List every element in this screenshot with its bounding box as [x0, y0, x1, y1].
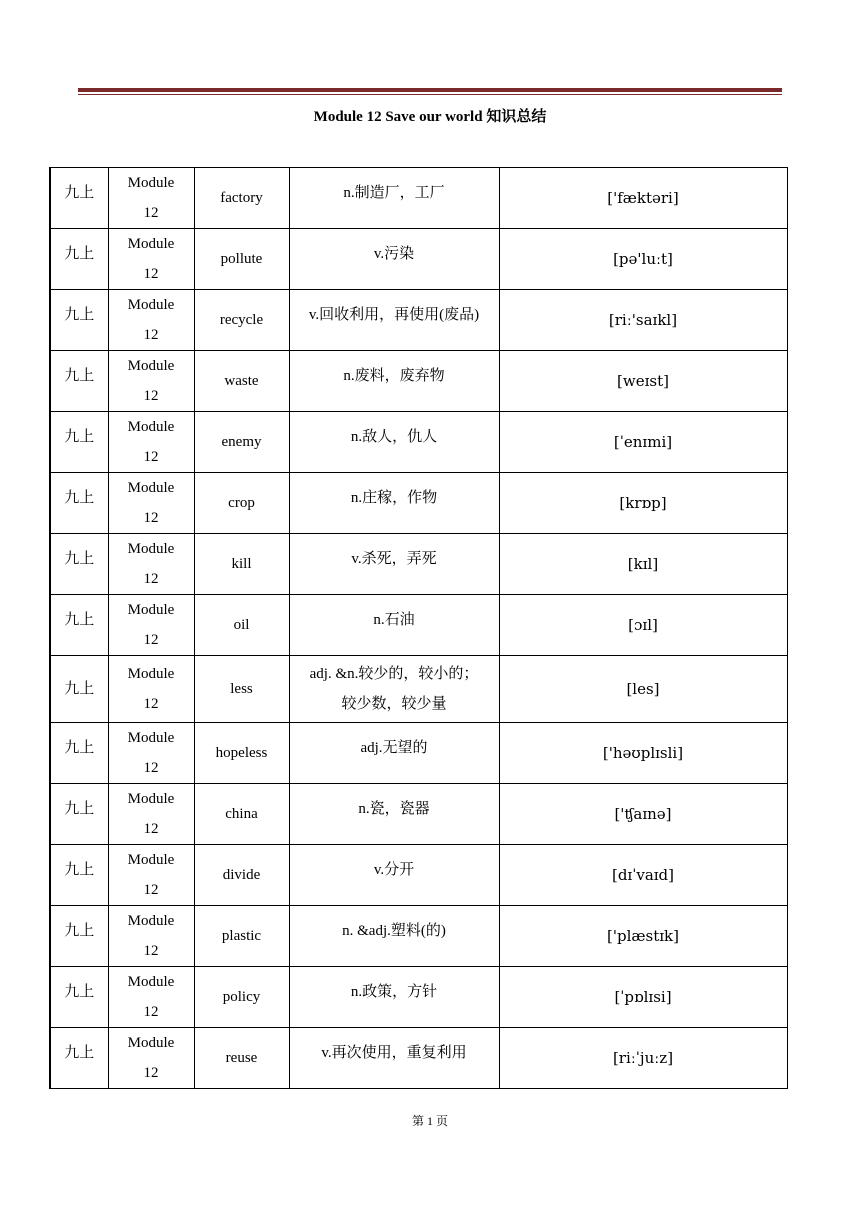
module-line: Module [127, 666, 175, 682]
meaning-cell [289, 656, 499, 723]
grade-cell: 九上 [50, 967, 108, 1028]
meaning-line: 较少数，较少量 [341, 696, 447, 712]
module-cell [108, 784, 194, 845]
meaning-line: adj. &n.较少的，较小的； [309, 666, 479, 682]
table-row [50, 1028, 787, 1089]
phonetic-cell: [krɒp] [499, 473, 787, 534]
table-row [50, 351, 787, 412]
meaning-cell: n.废料，废弃物 [289, 351, 499, 412]
module-line: 12 [143, 327, 159, 343]
phonetic-cell: [pə'luːt] [499, 229, 787, 290]
header-rule-thin [78, 94, 782, 95]
module-cell [108, 845, 194, 906]
table-row [50, 473, 787, 534]
phonetic-cell: ['fæktəri] [499, 168, 787, 229]
table-row [50, 229, 787, 290]
module-line: Module [127, 791, 175, 807]
table-row [50, 967, 787, 1028]
table-row [50, 168, 787, 229]
module-cell [108, 290, 194, 351]
module-line: Module [127, 974, 175, 990]
word-cell: oil [194, 595, 289, 656]
meaning-cell: n.石油 [289, 595, 499, 656]
word-cell: plastic [194, 906, 289, 967]
module-cell [108, 534, 194, 595]
module-cell [108, 967, 194, 1028]
table-row [50, 412, 787, 473]
word-cell: factory [194, 168, 289, 229]
module-line: Module [127, 480, 175, 496]
module-line: 12 [143, 266, 159, 282]
table-row [50, 290, 787, 351]
header-rule [78, 88, 782, 95]
table-row [50, 784, 787, 845]
meaning-cell: v.污染 [289, 229, 499, 290]
module-line: 12 [143, 821, 159, 837]
page-number: 第 1 页 [411, 1114, 448, 1128]
meaning-cell: v.分开 [289, 845, 499, 906]
grade-cell: 九上 [50, 723, 108, 784]
module-cell [108, 351, 194, 412]
module-line: 12 [143, 696, 159, 712]
module-line: Module [127, 602, 175, 618]
table-row [50, 845, 787, 906]
word-cell: reuse [194, 1028, 289, 1089]
meaning-cell: n.庄稼，作物 [289, 473, 499, 534]
module-line: 12 [143, 1004, 159, 1020]
module-cell [108, 473, 194, 534]
phonetic-cell: [riː'saɪkl] [499, 290, 787, 351]
module-cell [108, 229, 194, 290]
module-line: Module [127, 175, 175, 191]
meaning-cell: v.杀死，弄死 [289, 534, 499, 595]
phonetic-cell: ['həʊplɪsli] [499, 723, 787, 784]
module-line: 12 [143, 760, 159, 776]
meaning-cell: n.瓷，瓷器 [289, 784, 499, 845]
phonetic-cell: [weɪst] [499, 351, 787, 412]
table-row [50, 534, 787, 595]
module-line: Module [127, 236, 175, 252]
module-line: Module [127, 541, 175, 557]
table-row [50, 656, 787, 723]
word-cell: waste [194, 351, 289, 412]
grade-cell: 九上 [50, 845, 108, 906]
module-cell [108, 906, 194, 967]
word-cell: recycle [194, 290, 289, 351]
grade-cell: 九上 [50, 473, 108, 534]
module-cell [108, 1028, 194, 1089]
module-line: 12 [143, 571, 159, 587]
grade-cell: 九上 [50, 1028, 108, 1089]
module-line: Module [127, 419, 175, 435]
phonetic-cell: [dɪˈvaɪd] [499, 845, 787, 906]
vocabulary-table [49, 167, 788, 1089]
word-cell: china [194, 784, 289, 845]
module-line: 12 [143, 943, 159, 959]
module-line: Module [127, 852, 175, 868]
module-cell [108, 168, 194, 229]
phonetic-cell: [ɔɪl] [499, 595, 787, 656]
grade-cell: 九上 [50, 906, 108, 967]
meaning-cell: v.再次使用，重复利用 [289, 1028, 499, 1089]
word-cell: divide [194, 845, 289, 906]
module-line: 12 [143, 632, 159, 648]
grade-cell: 九上 [50, 656, 108, 723]
module-line: 12 [143, 1065, 159, 1081]
module-line: 12 [143, 449, 159, 465]
module-line: Module [127, 913, 175, 929]
phonetic-cell: ['ʧaɪnə] [499, 784, 787, 845]
grade-cell: 九上 [50, 784, 108, 845]
module-line: Module [127, 730, 175, 746]
page-title: Module 12 Save our world 知识总结 [313, 109, 547, 125]
word-cell: hopeless [194, 723, 289, 784]
meaning-cell: n.敌人，仇人 [289, 412, 499, 473]
module-cell [108, 595, 194, 656]
phonetic-cell: [riːˈjuːz] [499, 1028, 787, 1089]
word-cell: enemy [194, 412, 289, 473]
module-line: Module [127, 1035, 175, 1051]
table-row [50, 906, 787, 967]
meaning-cell: v.回收利用，再使用(废品) [289, 290, 499, 351]
table-row [50, 723, 787, 784]
module-line: 12 [143, 388, 159, 404]
header-rule-thick [78, 88, 782, 92]
word-cell: kill [194, 534, 289, 595]
grade-cell: 九上 [50, 595, 108, 656]
grade-cell: 九上 [50, 229, 108, 290]
grade-cell: 九上 [50, 290, 108, 351]
module-cell [108, 656, 194, 723]
meaning-cell: n. &adj.塑料(的) [289, 906, 499, 967]
meaning-cell: n.制造厂，工厂 [289, 168, 499, 229]
grade-cell: 九上 [50, 168, 108, 229]
grade-cell: 九上 [50, 351, 108, 412]
word-cell: crop [194, 473, 289, 534]
module-cell [108, 412, 194, 473]
module-cell [108, 723, 194, 784]
grade-cell: 九上 [50, 412, 108, 473]
table-row [50, 595, 787, 656]
meaning-cell: n.政策，方针 [289, 967, 499, 1028]
module-line: 12 [143, 205, 159, 221]
phonetic-cell: [kɪl] [499, 534, 787, 595]
module-line: Module [127, 358, 175, 374]
word-cell: policy [194, 967, 289, 1028]
grade-cell: 九上 [50, 534, 108, 595]
phonetic-cell: [les] [499, 656, 787, 723]
word-cell: less [194, 656, 289, 723]
phonetic-cell: [ˈenɪmi] [499, 412, 787, 473]
phonetic-cell: [ˈpɒlɪsi] [499, 967, 787, 1028]
vocabulary-table-body [50, 168, 787, 1089]
phonetic-cell: ['plæstɪk] [499, 906, 787, 967]
word-cell: pollute [194, 229, 289, 290]
module-line: Module [127, 297, 175, 313]
module-line: 12 [143, 510, 159, 526]
module-line: 12 [143, 882, 159, 898]
meaning-cell: adj.无望的 [289, 723, 499, 784]
